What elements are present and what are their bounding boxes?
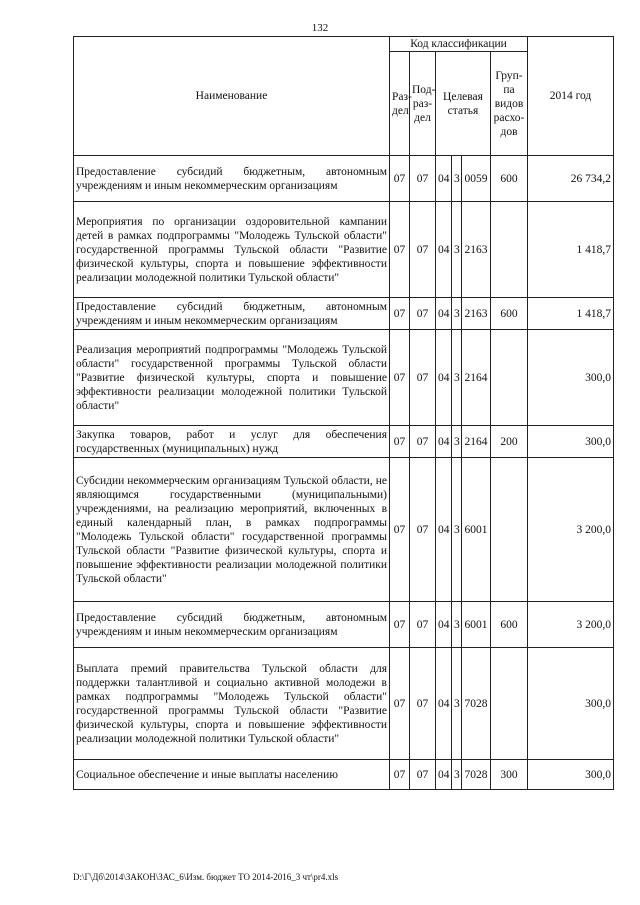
- cell-name: Реализация мероприятий подпрограммы "Молодежь Тульской области" государственной программы Тульской области "Развитие физической культуры, спорта и повышение эффективности реализации молодежной политики Тульской области": [74, 330, 390, 426]
- cell-razdel: 07: [390, 202, 410, 298]
- cell-razdel: 07: [390, 298, 410, 330]
- table-row: [74, 298, 614, 330]
- cell-target-a: 04: [436, 298, 452, 330]
- cell-target-a: 04: [436, 458, 452, 602]
- cell-target-c: 2163: [462, 202, 491, 298]
- cell-expense-group: [491, 648, 528, 760]
- cell-podrazdel: 07: [410, 760, 436, 790]
- cell-razdel: 07: [390, 602, 410, 648]
- cell-target-a: 04: [436, 330, 452, 426]
- cell-name: Мероприятия по организации оздоровительной кампании детей в рамках подпрограммы "Молодежь Тульской области" государственной программы Тульской области "Развитие физической культуры, спорта и повышение эффективности реализации молодежной политики Тульской области": [74, 202, 390, 298]
- header-target: Целевая статья: [436, 52, 491, 156]
- cell-amount: 1 418,7: [528, 298, 614, 330]
- header-razdel: Раз-дел: [390, 52, 410, 156]
- cell-expense-group: 600: [491, 156, 528, 202]
- table-row: [74, 648, 614, 760]
- cell-name: Социальное обеспечение и иные выплаты населению: [74, 760, 390, 790]
- header-classification: Код классификации: [390, 37, 528, 52]
- cell-target-c: 0059: [462, 156, 491, 202]
- cell-name: Предоставление субсидий бюджетным, автономным учреждениям и иным некоммерческим организациям: [74, 298, 390, 330]
- cell-expense-group: 300: [491, 760, 528, 790]
- cell-amount: 300,0: [528, 330, 614, 426]
- cell-target-c: 6001: [462, 458, 491, 602]
- cell-expense-group: 600: [491, 602, 528, 648]
- cell-razdel: 07: [390, 426, 410, 458]
- cell-amount: 26 734,2: [528, 156, 614, 202]
- budget-table: [73, 36, 614, 790]
- cell-amount: 300,0: [528, 760, 614, 790]
- cell-expense-group: [491, 330, 528, 426]
- cell-podrazdel: 07: [410, 648, 436, 760]
- cell-target-c: 2164: [462, 426, 491, 458]
- cell-name: Предоставление субсидий бюджетным, автономным учреждениям и иным некоммерческим организациям: [74, 602, 390, 648]
- cell-razdel: 07: [390, 648, 410, 760]
- table-row: [74, 458, 614, 602]
- header-podrazdel: Под-раз-дел: [410, 52, 436, 156]
- cell-target-a: 04: [436, 156, 452, 202]
- cell-target-a: 04: [436, 202, 452, 298]
- cell-target-c: 7028: [462, 648, 491, 760]
- cell-target-c: 2164: [462, 330, 491, 426]
- cell-name: Закупка товаров, работ и услуг для обеспечения государственных (муниципальных) нужд: [74, 426, 390, 458]
- cell-podrazdel: 07: [410, 330, 436, 426]
- file-path-footer: D:\Г\Дб\2014\ЗАКОН\ЗАС_6\Изм. бюджет ТО 2014-2016_3 чт\pr4.xls: [73, 872, 339, 882]
- cell-target-a: 04: [436, 426, 452, 458]
- cell-expense-group: [491, 458, 528, 602]
- cell-amount: 300,0: [528, 648, 614, 760]
- cell-podrazdel: 07: [410, 426, 436, 458]
- cell-podrazdel: 07: [410, 156, 436, 202]
- table-header: [74, 37, 614, 156]
- cell-expense-group: [491, 202, 528, 298]
- cell-target-b: 3: [452, 760, 462, 790]
- cell-target-a: 04: [436, 648, 452, 760]
- cell-target-b: 3: [452, 156, 462, 202]
- cell-name: Предоставление субсидий бюджетным, автономным учреждениям и иным некоммерческим организациям: [74, 156, 390, 202]
- cell-expense-group: 200: [491, 426, 528, 458]
- table-row: [74, 330, 614, 426]
- cell-amount: 3 200,0: [528, 458, 614, 602]
- header-group: Груп-па видов расхо-дов: [491, 52, 528, 156]
- cell-podrazdel: 07: [410, 202, 436, 298]
- cell-podrazdel: 07: [410, 602, 436, 648]
- table-row: [74, 426, 614, 458]
- cell-target-c: 7028: [462, 760, 491, 790]
- cell-amount: 300,0: [528, 426, 614, 458]
- cell-podrazdel: 07: [410, 298, 436, 330]
- header-year: 2014 год: [528, 37, 614, 156]
- table-row: [74, 202, 614, 298]
- cell-expense-group: 600: [491, 298, 528, 330]
- cell-name: Выплата премий правительства Тульской области для поддержки талантливой и социально активной молодежи в рамках подпрограммы "Молодежь Тульской области" государственной программы Тульской области "Развитие физической культуры, спорта и повышение эффективности реализации молодежной политики Тульской области": [74, 648, 390, 760]
- cell-name: Субсидии некоммерческим организациям Тульской области, не являющимся государственными (муниципальными) учреждениями, на реализацию мероприятий, включенных в единый календарный план, в рамках подпрограммы "Молодежь Тульской области" государственной программы Тульской области "Развитие физической культуры, спорта и повышение эффективности реализации молодежной политики Тульской области": [74, 458, 390, 602]
- cell-target-c: 6001: [462, 602, 491, 648]
- table-body: [74, 156, 614, 790]
- cell-target-b: 3: [452, 648, 462, 760]
- cell-target-a: 04: [436, 760, 452, 790]
- cell-target-c: 2163: [462, 298, 491, 330]
- cell-razdel: 07: [390, 458, 410, 602]
- cell-target-b: 3: [452, 330, 462, 426]
- cell-amount: 3 200,0: [528, 602, 614, 648]
- cell-target-a: 04: [436, 602, 452, 648]
- header-name: Наименование: [74, 37, 390, 156]
- cell-podrazdel: 07: [410, 458, 436, 602]
- cell-target-b: 3: [452, 298, 462, 330]
- cell-razdel: 07: [390, 330, 410, 426]
- table-row: [74, 602, 614, 648]
- table-row: [74, 156, 614, 202]
- cell-razdel: 07: [390, 156, 410, 202]
- cell-target-b: 3: [452, 426, 462, 458]
- cell-target-b: 3: [452, 602, 462, 648]
- page-number: 132: [311, 22, 329, 34]
- cell-razdel: 07: [390, 760, 410, 790]
- cell-target-b: 3: [452, 458, 462, 602]
- table-row: [74, 760, 614, 790]
- cell-amount: 1 418,7: [528, 202, 614, 298]
- cell-target-b: 3: [452, 202, 462, 298]
